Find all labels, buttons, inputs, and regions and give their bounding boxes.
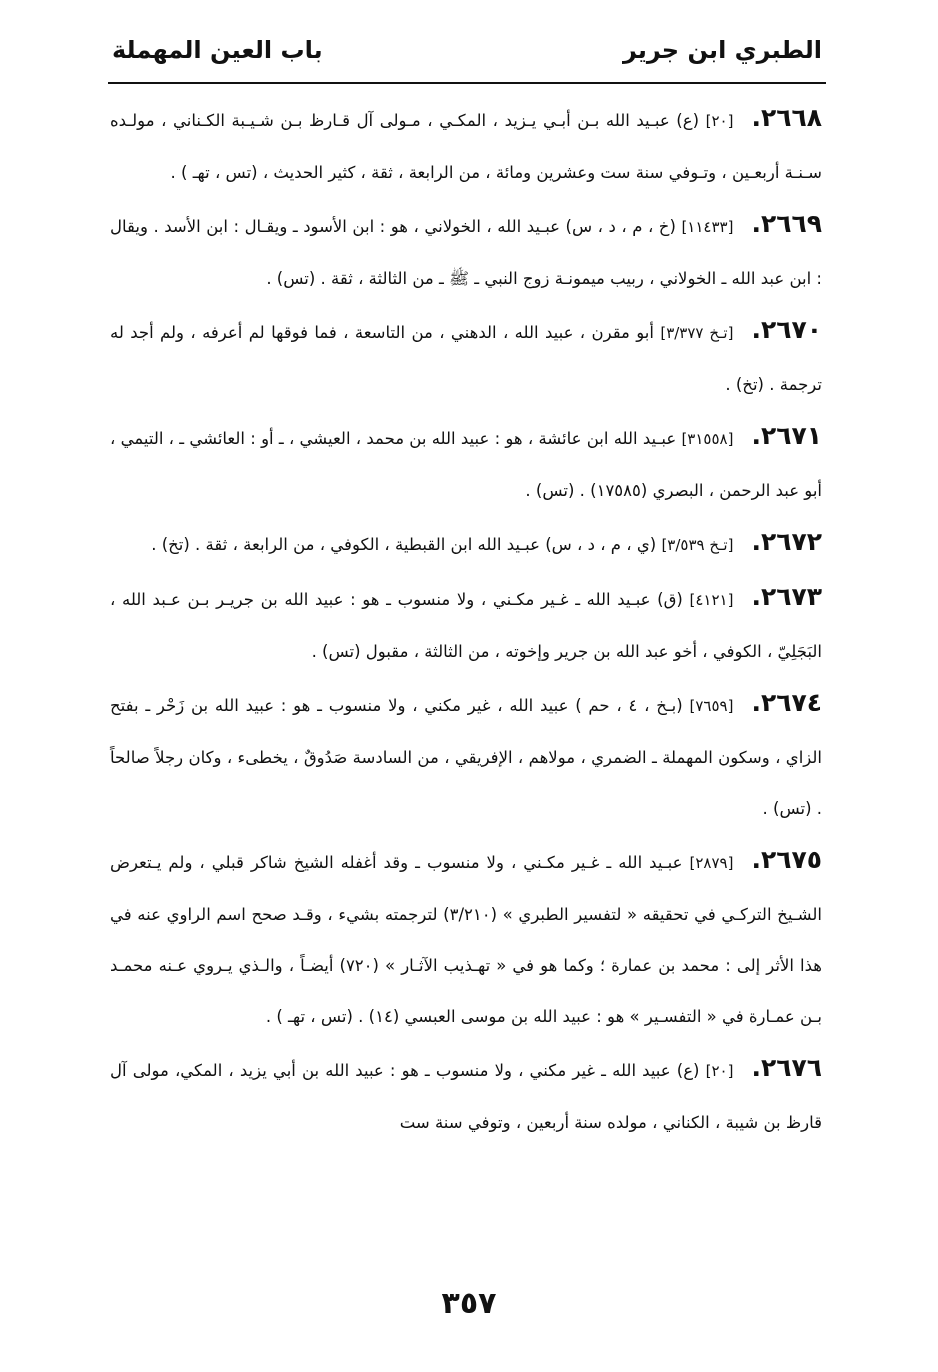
entry — [110, 304, 822, 410]
entry-ref: [٣١٥٥٨] — [681, 430, 734, 448]
entry — [110, 410, 822, 516]
entry-ref: [٤١٢١] — [689, 591, 734, 609]
entry-text: (بـخ ، ٤ ، حم ) عبيد الله ، غير مكني ، ولا منسوب ـ هو : عبيد الله بن زَحْر ـ بفتح الزاي ، وسكون المهملة ـ الضمري ، مولاهم ، الإفريقي ، من السادسة صَدُوقٌ ، يخطىء ، وكان رجلاً صالحاً . (تس) . — [110, 696, 822, 818]
entry-text: (ي ، م ، د ، س) عبـيد الله ابن القبطية ، الكوفي ، من الرابعة ، ثقة . (تخ) . — [151, 535, 657, 554]
entry-number: ٢٦٧٠. — [751, 315, 823, 344]
entry — [110, 571, 822, 677]
entry-ref: [٢٠] — [705, 1062, 734, 1080]
entry — [110, 1042, 822, 1148]
entry-number: ٢٦٧١. — [751, 421, 822, 450]
entry-number: ٢٦٧٤. — [751, 688, 822, 717]
entry-ref: [تـخ ٣/٥٣٩] — [661, 536, 734, 554]
entry-text: (ق) عبـيد الله ـ غـير مكـني ، ولا منسوب ـ هو : عبيد الله بن جريـر بـن عـبد الله ، البَجَلِيّ ، الكوفي ، أخو عبد الله بن جرير وإخوته ، من الثالثة ، مقبول (تس) . — [110, 590, 822, 661]
page-number: ٣٥٧ — [441, 1286, 497, 1321]
entry-ref: [تـخ ٣/٣٧٧] — [660, 324, 734, 342]
entry-ref: [١١٤٣٣] — [681, 218, 734, 236]
chapter-title: باب العين المهملة — [112, 36, 323, 64]
entry-number: ٢٦٧٦. — [751, 1053, 822, 1082]
entry-number: ٢٦٧٥. — [751, 845, 823, 874]
entry-number: ٢٦٧٢. — [751, 527, 822, 556]
entry-text: عبـيد الله ابن عائشة ، هو : عبيد الله بن محمد ، العيشي ، ـ أو : العائشي ـ ، التيمي ، أبو عبد الرحمن ، البصري (١٧٥٨٥) . (تس) . — [110, 429, 822, 500]
entry-text: أبو مقرن ، عبيد الله ، الدهني ، من التاسعة ، فما فوقها لم أعرفه ، ولم أجد له ترجمة . (تخ) . — [110, 323, 822, 394]
running-header — [112, 30, 822, 76]
entry-text: (خ ، م ، د ، س) عبـيد الله ، الخولاني ، هو : ابن الأسود ـ ويقـال : ابن الأسد . ويقال : ابن عبد الله ـ الخولاني ، ربيب ميمونـة زوج النبي ـ ﷺ ـ من الثالثة ، ثقة . (تس) . — [110, 217, 822, 288]
entry-number: ٢٦٦٨. — [751, 103, 822, 132]
entry-ref: [٢٠] — [705, 112, 734, 130]
book-title: الطبري ابن جرير — [622, 36, 822, 64]
entry-text: (ع) عبـيد الله بـن أبـي يـزيد ، المكـي ، مـولى آل قـارظ بـن شـيـبة الكـناني ، مولـده سـنـة أربعـين ، وتـوفي سنة ست وعشرين ومائة ، من الرابعة ، ثقة ، كثير الحديث ، (تس ، تهـ ) . — [110, 111, 822, 182]
entries-list — [110, 92, 822, 1148]
entry-ref: [٢٨٧٩] — [689, 854, 734, 872]
entry-text: عبـيد الله ـ غـير مكـني ، ولا منسوب ـ وقد أغفله الشيخ شاكر قبلي ، ولم يـتعرض الشـيخ التركـي في تحقيقه « لتفسير الطبري » (٣/٢١٠) لترجمته بشيء ، وقـد صحح اسم الراوي عنه في هذا الأثر إلى : محمد بن عمارة ؛ وكما هو في « تهـذيب الآثـار » (٧٢٠) أيضـاً ، والـذي يـروي عـنه محمـد بـن عمـارة في « التفسـير » هو : عبيد الله بن موسى العبسي (١٤) . (تس ، تهـ ) . — [110, 853, 822, 1026]
entry — [110, 198, 822, 304]
entry-ref: [٧٦٥٩] — [689, 697, 734, 715]
entry-number: ٢٦٧٣. — [751, 582, 823, 611]
entry — [110, 516, 822, 571]
header-rule — [108, 82, 826, 84]
entry-text: (ع) عبيد الله ـ غير مكني ، ولا منسوب ـ هو : عبيد الله بن أبي يزيد ، المكي، مولى آل قارظ بن شيبة ، الكناني ، مولده سنة أربعين ، وتوفي سنة ست — [110, 1061, 822, 1132]
entry — [110, 834, 822, 1042]
entry-number: ٢٦٦٩. — [751, 209, 822, 238]
entry — [110, 677, 822, 834]
entry — [110, 92, 822, 198]
